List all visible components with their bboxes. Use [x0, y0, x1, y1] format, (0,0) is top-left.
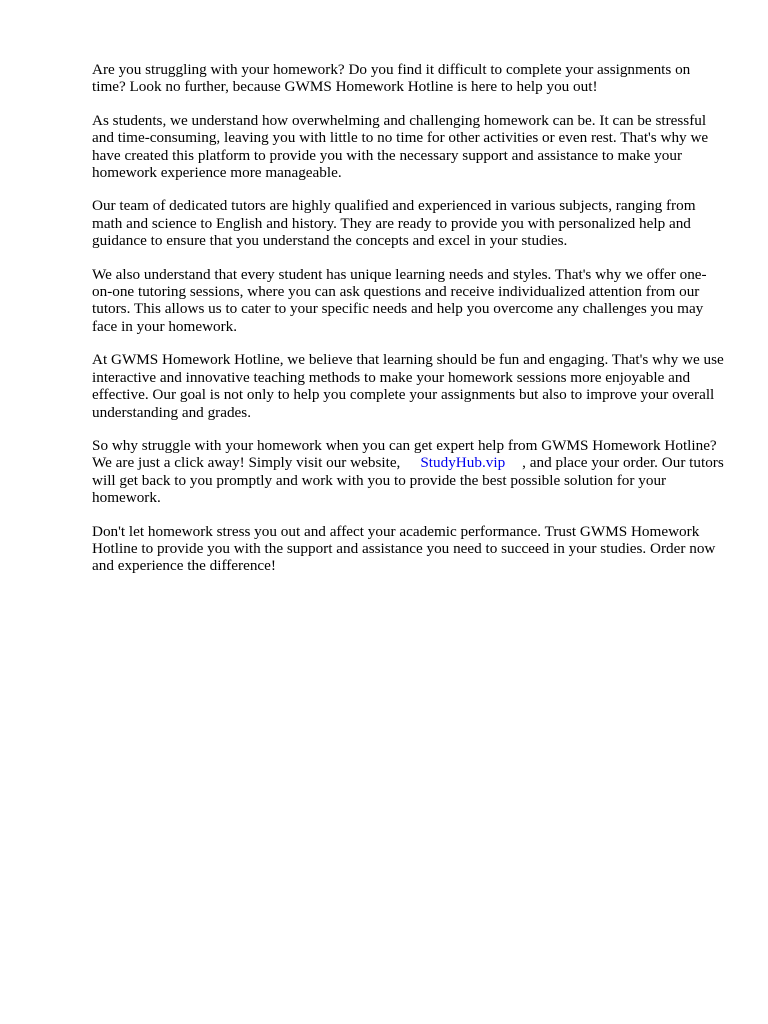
- paragraph-website: [92, 437, 724, 507]
- paragraph-one-on-one: We also understand that every student has unique learning needs and styles. That's why we offer one-on-one tutoring sessions, where you can ask questions and receive individualized attention from our tutors. This allows us to cater to your specific needs and help you overcome any challenges you may face in your homework.: [92, 265, 707, 335]
- paragraph-closing: Don't let homework stress you out and affect your academic performance. Trust GWMS Homework Hotline to provide you with the support and assistance you need to succeed in your studies. Order now and experience the difference!: [92, 522, 716, 575]
- paragraph-learning: At GWMS Homework Hotline, we believe that learning should be fun and engaging. That's why we use interactive and innovative teaching methods to make your homework sessions more enjoyable and effective. Our goal is not only to help you complete your assignments but also to improve your overall understanding and grades.: [92, 351, 724, 421]
- paragraph-understanding: As students, we understand how overwhelming and challenging homework can be. It can be stressful and time-consuming, leaving you with little to no time for other activities or even rest. That's why we have created this platform to provide you with the necessary support and assistance to make your homework experience more manageable.: [92, 111, 709, 182]
- studyhub-link[interactable]: StudyHub.vip: [420, 454, 506, 472]
- website-text-before: So why struggle with your homework when you can get expert help from GWMS Homework Hotline? We are just a click away! Simply visit our website,: [92, 436, 717, 472]
- paragraph-intro: Are you struggling with your homework? Do you find it difficult to complete your assignments on time? Look no further, because GWMS Homework Hotline is here to help you out!: [92, 61, 691, 96]
- paragraph-tutors: Our team of dedicated tutors are highly qualified and experienced in various subjects, ranging from math and science to English and history. They are ready to provide you with personalized help and guidance to ensure that you understand the concepts and excel in your studies.: [92, 197, 696, 250]
- document-body: [92, 61, 724, 591]
- website-text-after: , and place your order. Our tutors will get back to you promptly and work with you to provide the best possible solution for your homework.: [92, 454, 724, 507]
